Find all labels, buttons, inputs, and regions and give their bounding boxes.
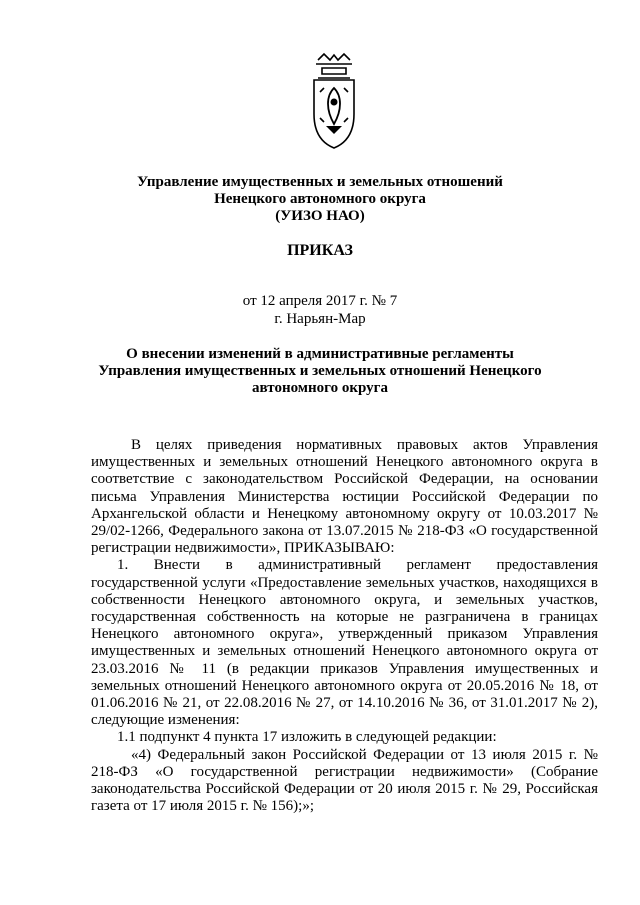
organization-name (0, 174, 640, 225)
city: г. Нарьян-Мар (274, 311, 366, 327)
subject-line-2: Управления имущественных и земельных отношений Ненецкого (98, 363, 542, 379)
body-paragraph-item-1: 1. Внести в административный регламент предоставления государственной услуги «Предоставление земельных участков, находящихся в собственности Ненецкого автономного округа, и земельных участков, государственная собственность на которые не разграничена в границах Ненецкого автономного округа», утвержденный приказом Управления имущественных и земельных отношений Ненецкого автономного округа от 23.03.2016 № 11 (в редакции приказов Управления имущественных и земельных отношений Ненецкого автономного округа от 20.05.2016 № 18, от 01.06.2016 № 21, от 22.08.2016 № 27, от 14.10.2016 № 36, от 31.01.2017 № 2), следующие изменения: (91, 557, 598, 729)
org-line-2: Ненецкого автономного округа (214, 191, 426, 207)
body-paragraph-item-1-1: 1.1 подпункт 4 пункта 17 изложить в следующей редакции: (117, 729, 497, 746)
org-line-1: Управление имущественных и земельных отношений (137, 174, 503, 190)
subject-line-3: автономного округа (252, 380, 388, 396)
date-and-place (0, 292, 640, 328)
subject-line-1: О внесении изменений в административные регламенты (126, 346, 514, 362)
body-paragraph-preamble: В целях приведения нормативных правовых актов Управления имущественных и земельных отношений Ненецкого автономного округа в соответствие с законодательством Российской Федерации, на основании письма Управления Министерства юстиции Российской Федерации по Архангельской области и Ненецкому автономному округу от 10.03.2017 № 29/02-1266, Федерального закона от 13.07.2015 № 218-ФЗ «О государственной регистрации недвижимости», ПРИКАЗЫВАЮ: (91, 437, 598, 557)
date-number: от 12 апреля 2017 г. № 7 (242, 293, 398, 309)
coat-of-arms-icon (308, 52, 360, 152)
document-type: ПРИКАЗ (287, 242, 353, 259)
body-paragraph-quote: «4) Федеральный закон Российской Федерации от 13 июля 2015 г. № 218-ФЗ «О государственной регистрации недвижимости» (Собрание законодательства Российской Федерации от 20 июля 2015 г. № 29, Российская газета от 17 июля 2015 г. № 156);»; (91, 746, 598, 815)
document-subject (0, 346, 640, 397)
org-line-3: (УИЗО НАО) (275, 208, 365, 224)
document-body (91, 437, 598, 815)
